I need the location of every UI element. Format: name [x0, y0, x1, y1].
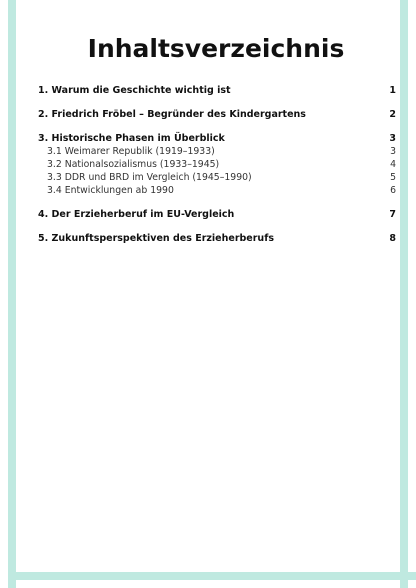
toc-entry-label: 2. Friedrich Fröbel – Begründer des Kindergartens — [38, 109, 306, 120]
toc-entry-page: 2 — [389, 109, 396, 120]
toc-subentry-page: 6 — [390, 185, 396, 196]
toc-subentry-page: 5 — [390, 172, 396, 183]
toc-entry-3[interactable] — [38, 132, 396, 145]
toc-entry-page: 1 — [389, 85, 396, 96]
toc-entry-page: 7 — [389, 209, 396, 220]
border-left — [8, 0, 16, 588]
toc-subentry-label: 3.3 DDR und BRD im Vergleich (1945–1990) — [47, 172, 252, 183]
toc-subentry-3-4[interactable] — [38, 184, 396, 197]
toc-subentry-label: 3.1 Weimarer Republik (1919–1933) — [47, 146, 215, 157]
toc-subentry-page: 4 — [390, 159, 396, 170]
toc-subentry-label: 3.4 Entwicklungen ab 1990 — [47, 185, 174, 196]
toc-entry-label: 5. Zukunftsperspektiven des Erzieherberufs — [38, 233, 274, 244]
toc-entry-page: 3 — [389, 133, 396, 144]
page-title: Inhaltsverzeichnis — [87, 34, 345, 63]
toc-entry-label: 4. Der Erzieherberuf im EU-Vergleich — [38, 209, 235, 220]
border-bottom — [8, 572, 416, 580]
toc-entry-5[interactable] — [38, 232, 396, 245]
toc-entry-2[interactable] — [38, 108, 396, 121]
toc-subentry-page: 3 — [390, 146, 396, 157]
toc-subentry-label: 3.2 Nationalsozialismus (1933–1945) — [47, 159, 220, 170]
toc-entry-1[interactable] — [38, 84, 396, 97]
border-right — [400, 0, 408, 588]
table-of-contents — [38, 84, 396, 245]
toc-subentry-3-3[interactable] — [38, 171, 396, 184]
toc-entry-page: 8 — [389, 233, 396, 244]
toc-entry-label: 1. Warum die Geschichte wichtig ist — [38, 85, 231, 96]
toc-subentry-3-1[interactable] — [38, 145, 396, 158]
toc-subentry-3-2[interactable] — [38, 158, 396, 171]
toc-entry-4[interactable] — [38, 208, 396, 221]
toc-entry-label: 3. Historische Phasen im Überblick — [38, 133, 225, 144]
